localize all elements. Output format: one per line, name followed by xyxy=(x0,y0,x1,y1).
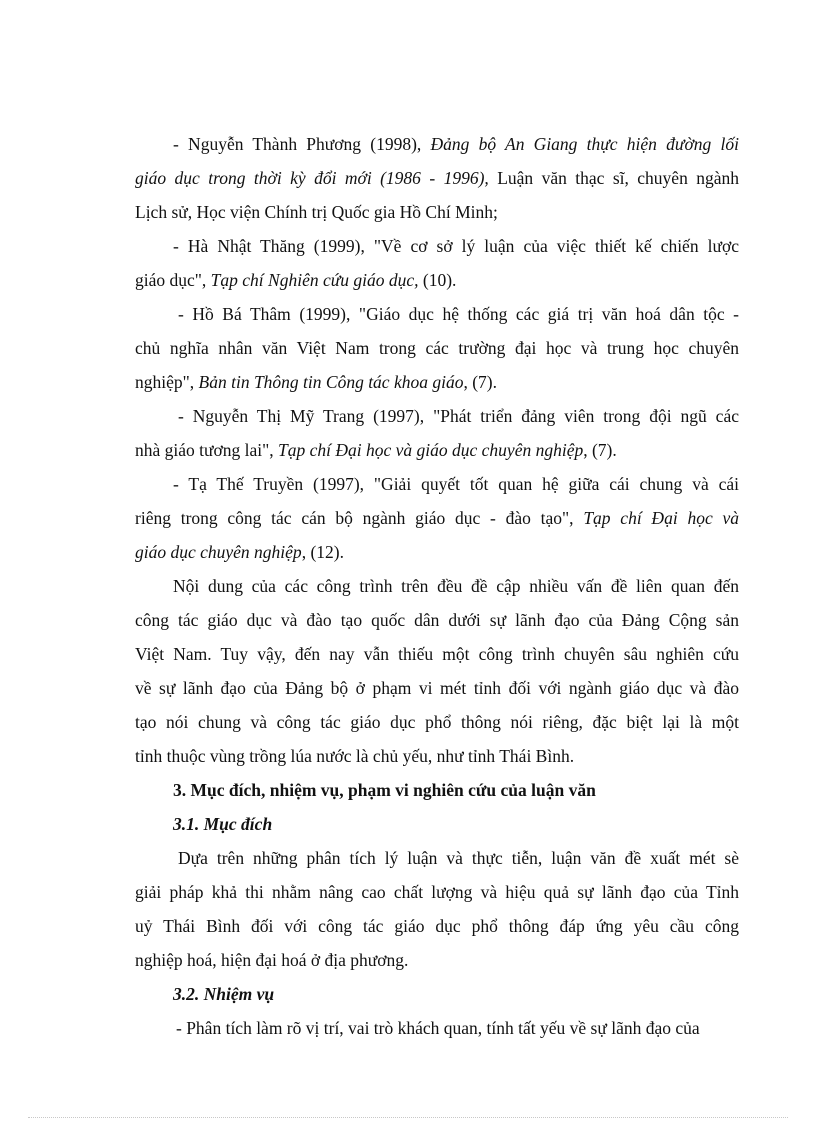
ref1-author: - Nguyễn Thành Phương (1998), xyxy=(173,134,431,154)
ref1-line1 xyxy=(173,133,739,155)
section-heading: 3. Mục đích, nhiệm vụ, phạm vi nghiên cứu của luận văn xyxy=(173,780,596,800)
subsection-tasks-heading: 3.2. Nhiệm vụ xyxy=(173,984,275,1004)
ref4-line2 xyxy=(135,439,739,461)
ref1-line3: Lịch sử, Học viện Chính trị Quốc gia Hồ Chí Minh; xyxy=(135,202,498,222)
ref4-issue: , (7). xyxy=(583,440,617,460)
summary-line-3: Việt Nam. Tuy vậy, đến nay vẫn thiếu một công trình chuyên sâu nghiên cứu xyxy=(135,644,739,664)
ref2-issue: (10). xyxy=(418,270,457,290)
ref1-line2 xyxy=(135,167,739,189)
subsection-purpose-heading: 3.1. Mục đích xyxy=(173,814,273,834)
ref1-title-part1: Đảng bộ An Giang thực hiện đường lối xyxy=(430,134,739,154)
ref5-line1: - Tạ Thế Truyền (1997), "Giải quyết tốt quan hệ giữa cái chung và cái xyxy=(173,474,739,494)
ref5-journal-part1: Tạp chí Đại học và xyxy=(583,508,739,528)
ref5-line2 xyxy=(135,507,739,529)
ref3-line1: - Hồ Bá Thâm (1999), "Giáo dục hệ thống các giá trị văn hoá dân tộc - xyxy=(178,304,739,324)
ref2-journal: Tạp chí Nghiên cứu giáo dục, xyxy=(210,270,419,290)
ref4-line1: - Nguyễn Thị Mỹ Trang (1997), "Phát triển đảng viên trong đội ngũ các xyxy=(178,406,739,426)
summary-line-5: tạo nói chung và công tác giáo dục phổ thông nói riêng, đặc biệt lại là một xyxy=(135,712,739,732)
ref4-journal: Tạp chí Đại học và giáo dục chuyên nghiệp xyxy=(278,440,584,460)
ref3-line3 xyxy=(135,371,739,393)
ref1-title-part2: giáo dục trong thời kỳ đổi mới (1986 - 1996), xyxy=(135,168,489,188)
ref4-title-end: nhà giáo tương lai", xyxy=(135,440,279,460)
page-bottom-divider xyxy=(28,1117,788,1118)
ref5-issue: , (12). xyxy=(301,542,344,562)
ref2-line2 xyxy=(135,269,739,291)
summary-line-6: tỉnh thuộc vùng trồng lúa nước là chủ yếu, như tỉnh Thái Bình. xyxy=(135,746,575,766)
task-line-1: - Phân tích làm rõ vị trí, vai trò khách quan, tính tất yếu về sự lãnh đạo của xyxy=(176,1018,700,1038)
ref5-line3 xyxy=(135,541,739,563)
purpose-line-4: nghiệp hoá, hiện đại hoá ở địa phương. xyxy=(135,950,409,970)
summary-line-2: công tác giáo dục và đào tạo quốc dân dưới sự lãnh đạo của Đảng Cộng sản xyxy=(135,610,739,630)
purpose-line-3: uỷ Thái Bình đối với công tác giáo dục phổ thông đáp ứng yêu cầu công xyxy=(135,916,739,936)
ref5-journal-part2: giáo dục chuyên nghiệp xyxy=(135,542,302,562)
ref2-line1: - Hà Nhật Thăng (1999), "Về cơ sở lý luận của việc thiết kế chiến lược xyxy=(173,236,739,256)
summary-line-1: Nội dung của các công trình trên đều đề cập nhiều vấn đề liên quan đến xyxy=(173,576,739,596)
ref2-title-end: giáo dục", xyxy=(135,270,211,290)
ref3-line2: chủ nghĩa nhân văn Việt Nam trong các trường đại học và trung học chuyên xyxy=(135,338,739,358)
ref5-title-end: riêng trong công tác cán bộ ngành giáo dục - đào tạo", xyxy=(135,508,584,528)
purpose-line-1: Dựa trên những phân tích lý luận và thực tiễn, luận văn đề xuất mét sè xyxy=(178,848,739,868)
ref1-type: Luận văn thạc sĩ, chuyên ngành xyxy=(488,168,739,188)
summary-line-4: về sự lãnh đạo của Đảng bộ ở phạm vi mét tỉnh đối với ngành giáo dục và đào xyxy=(135,678,739,698)
ref3-issue: , (7). xyxy=(463,372,497,392)
ref3-title-end: nghiệp", xyxy=(135,372,199,392)
ref3-journal: Bản tin Thông tin Công tác khoa giáo xyxy=(198,372,464,392)
purpose-line-2: giải pháp khả thi nhằm nâng cao chất lượng và hiệu quả sự lãnh đạo của Tỉnh xyxy=(135,882,739,902)
